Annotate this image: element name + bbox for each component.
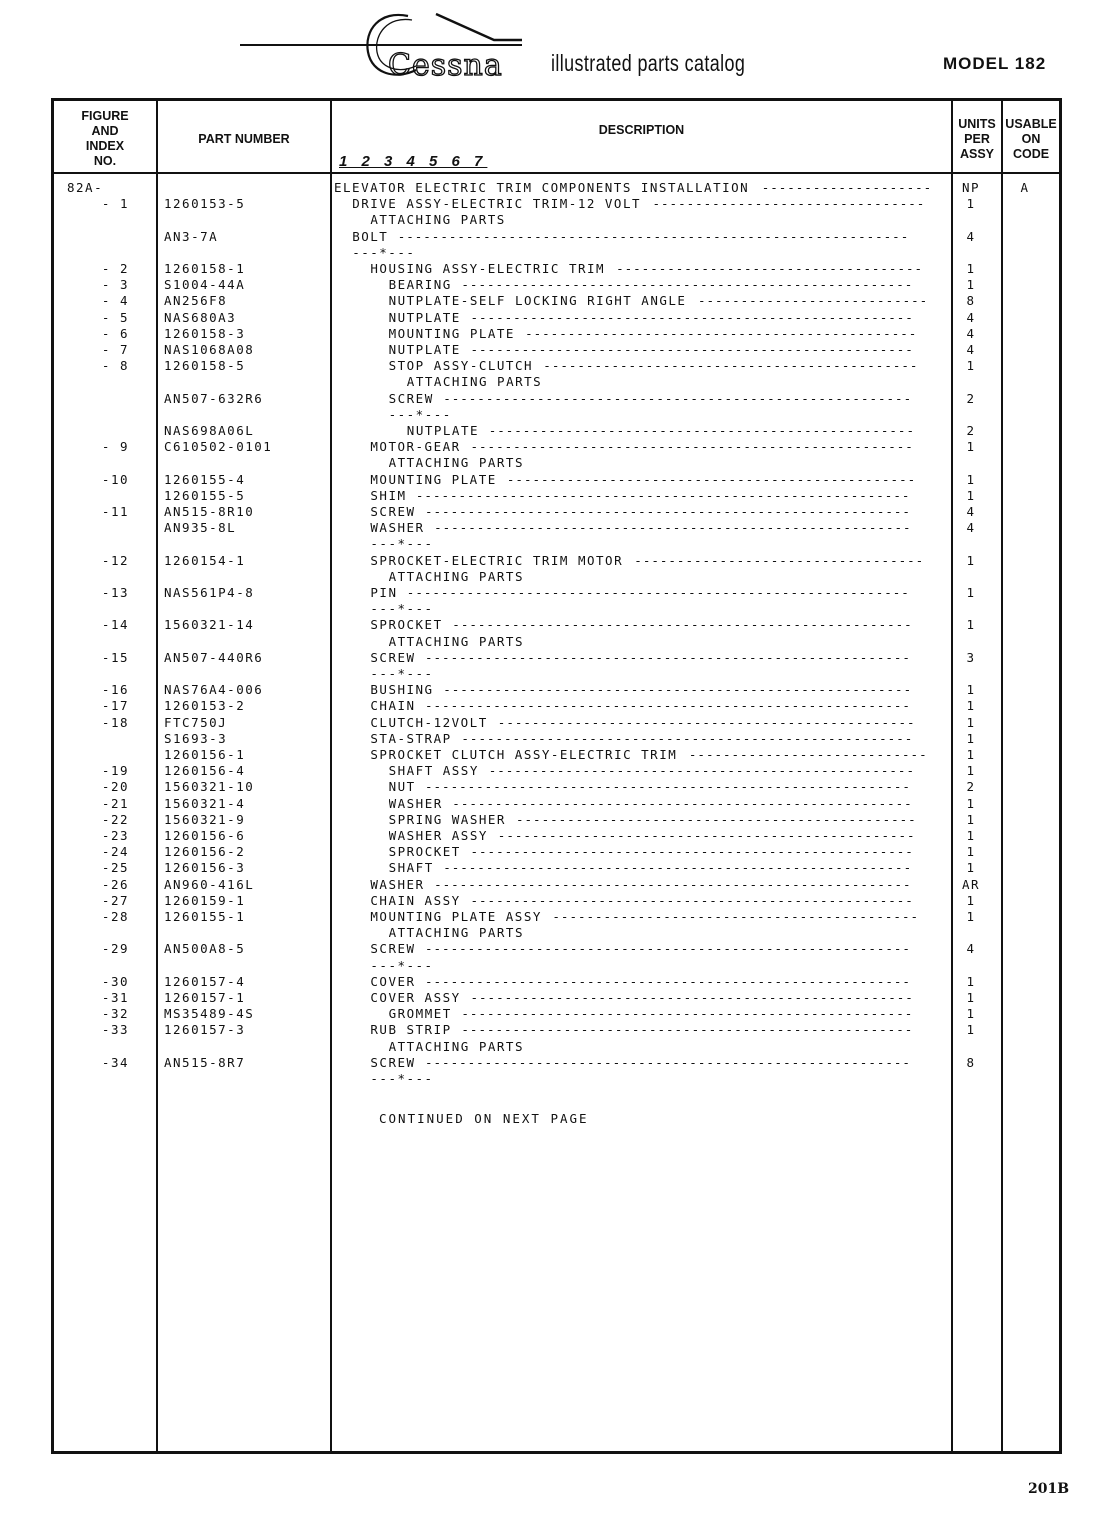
part-number: 1260153-5	[164, 196, 246, 212]
table-row	[54, 569, 1059, 585]
table-row	[54, 601, 1059, 617]
part-number: AN515-8R7	[164, 1054, 246, 1070]
index-number: -23	[101, 828, 129, 843]
index-number: -11	[101, 504, 129, 519]
leader-dashes: ------------------------------------------------------	[452, 617, 913, 633]
units-per-assy: AR	[961, 876, 981, 892]
index-number: -33	[101, 1022, 129, 1038]
leader-dashes: --------------------------------------------------------	[434, 520, 912, 536]
index-number: -24	[101, 844, 129, 860]
catalog-title: illustrated parts catalog	[551, 50, 746, 76]
leader-dashes: ---------------------------	[698, 293, 929, 309]
description: SPRING WASHER	[388, 811, 506, 827]
part-number: AN935-8L	[164, 520, 237, 536]
index-number: -15	[101, 649, 129, 665]
leader-dashes: ---------------------------------------------------------	[425, 941, 911, 957]
leader-dashes: --------------------	[761, 180, 933, 195]
part-number: AN507-440R6	[164, 649, 264, 665]
table-row	[54, 990, 1059, 1006]
leader-dashes: --------------------------------------------	[543, 358, 919, 374]
table-row	[54, 715, 1059, 731]
part-number: 1260157-3	[164, 1022, 246, 1038]
header-units-line-3: ASSY	[959, 146, 995, 161]
units-per-assy: 1	[966, 763, 976, 779]
table-row	[54, 877, 1059, 893]
description: SPROCKET-ELECTRIC TRIM MOTOR	[370, 552, 624, 568]
table-row	[54, 229, 1059, 245]
table-row	[54, 682, 1059, 698]
units-per-assy: 8	[966, 1054, 976, 1070]
units-per-assy: 1	[966, 439, 976, 455]
table-row	[54, 893, 1059, 909]
table-row	[54, 455, 1059, 471]
index-number: -14	[101, 617, 129, 633]
index-number: - 6	[101, 325, 129, 341]
header-rule	[54, 172, 1059, 174]
units-per-assy: 1	[966, 828, 976, 843]
index-number: -27	[101, 892, 129, 908]
description: SHAFT ASSY	[388, 763, 479, 779]
units-per-assy: 1	[966, 990, 976, 1005]
part-number: AN3-7A	[164, 228, 219, 244]
table-row	[54, 650, 1059, 666]
part-number: 1260154-1	[164, 552, 246, 568]
leader-dashes: -----------------------------------------------------	[461, 1022, 914, 1038]
index-number: -29	[101, 941, 129, 957]
table-row	[54, 634, 1059, 650]
header-figure-line-2: AND	[91, 124, 119, 138]
index-number: -19	[101, 763, 129, 779]
units-per-assy: 3	[966, 649, 976, 665]
units-per-assy: 1	[966, 844, 976, 860]
cessna-logo	[240, 8, 540, 83]
leader-dashes: ----------------------------------------------------	[470, 309, 914, 325]
description: ATTACHING PARTS	[388, 1038, 524, 1054]
header-usable	[1003, 107, 1059, 171]
part-number: NAS561P4-8	[164, 585, 255, 600]
leader-dashes: ---------------------------------------------------------	[425, 698, 911, 714]
units-per-assy: NP	[961, 180, 981, 195]
leader-dashes: ----------------------------	[688, 747, 928, 762]
table-row	[54, 504, 1059, 520]
leader-dashes: ------------------------------------------------------------	[397, 228, 910, 244]
description: COVER ASSY	[370, 990, 461, 1005]
units-per-assy: 1	[966, 358, 976, 374]
leader-dashes: ---------------------------------------------------------	[425, 973, 911, 989]
part-number: 1560321-9	[164, 811, 246, 827]
description: SHIM	[370, 487, 407, 503]
header-figure	[54, 107, 156, 171]
index-number: -22	[101, 811, 129, 827]
description: ATTACHING PARTS	[388, 925, 524, 941]
part-number: 1260157-4	[164, 973, 246, 989]
description: NUTPLATE	[388, 342, 461, 357]
header-figure-line-1: FIGURE	[81, 109, 129, 123]
leader-dashes: ----------------------------------	[634, 552, 925, 568]
part-number: S1693-3	[164, 730, 228, 746]
part-number: AN500A8-5	[164, 941, 246, 957]
description: ATTACHING PARTS	[370, 212, 506, 228]
units-per-assy: 1	[966, 471, 976, 487]
table-row	[54, 472, 1059, 488]
leader-dashes: ----------------------------------------------------	[470, 990, 914, 1005]
index-number: -16	[101, 682, 129, 698]
table-row	[54, 407, 1059, 423]
header-usable-line-2: ON	[1021, 131, 1041, 146]
index-number: - 4	[101, 293, 129, 309]
index-number: - 8	[101, 358, 129, 374]
index-number: -31	[101, 990, 129, 1005]
description: SPROCKET CLUTCH ASSY-ELECTRIC TRIM	[370, 747, 678, 762]
header-units	[953, 107, 1001, 171]
leader-dashes: --------------------------------------------------	[488, 423, 915, 438]
part-number: AN507-632R6	[164, 390, 264, 406]
description: SPROCKET	[388, 844, 461, 860]
description: ATTACHING PARTS	[388, 455, 524, 471]
continued-note: CONTINUED ON NEXT PAGE	[379, 1111, 589, 1126]
table-row	[54, 1055, 1059, 1071]
description: CHAIN	[370, 698, 416, 714]
description: NUTPLATE	[406, 423, 480, 438]
part-number: 1260158-3	[164, 325, 246, 341]
part-number: 1260156-4	[164, 763, 246, 779]
units-per-assy: 4	[966, 228, 976, 244]
part-number: NAS76A4-006	[164, 682, 264, 698]
description: NUT	[388, 779, 416, 795]
table-row	[54, 342, 1059, 358]
header-figure-line-4: NO.	[93, 154, 117, 168]
table-row	[54, 212, 1059, 228]
part-number: MS35489-4S	[164, 1006, 255, 1022]
units-per-assy: 1	[966, 585, 976, 600]
part-number: 1260159-1	[164, 892, 246, 908]
table-row	[54, 374, 1059, 390]
units-per-assy: 1	[966, 1022, 976, 1038]
description: SPROCKET	[370, 617, 443, 633]
leader-dashes: -------------------------------------------------	[497, 828, 916, 843]
description: WASHER	[370, 876, 425, 892]
description: ATTACHING PARTS	[388, 633, 524, 649]
index-number: -13	[101, 585, 129, 600]
index-number: -12	[101, 552, 129, 568]
units-per-assy: 1	[966, 860, 976, 876]
table-row	[54, 391, 1059, 407]
figure-prefix: 82A-	[67, 180, 104, 195]
description: ATTACHING PARTS	[406, 374, 543, 390]
table-row	[54, 488, 1059, 504]
table-row	[54, 941, 1059, 957]
leader-dashes: ------------------------------------	[616, 261, 924, 276]
part-number: 1260153-2	[164, 698, 246, 714]
units-per-assy: 1	[966, 973, 976, 989]
units-per-assy: 4	[966, 309, 976, 325]
header-units-line-2: PER	[964, 131, 990, 146]
units-per-assy: 4	[966, 504, 976, 519]
units-per-assy: 2	[966, 423, 976, 438]
leader-dashes: ---------------------------------------------------------	[425, 504, 911, 519]
table-row	[54, 666, 1059, 682]
leader-dashes: ----------------------------------------------------	[470, 439, 914, 455]
index-number: -10	[101, 471, 129, 487]
description: MOUNTING PLATE	[370, 471, 497, 487]
table-row	[54, 293, 1059, 309]
units-per-assy: 1	[966, 277, 976, 293]
part-number: AN515-8R10	[164, 504, 255, 519]
description: NUTPLATE-SELF LOCKING RIGHT ANGLE	[388, 293, 687, 309]
index-number: -21	[101, 795, 129, 811]
leader-dashes: ---------------------------------------------------------	[425, 649, 911, 665]
units-per-assy: 1	[966, 487, 976, 503]
header-usable-line-3: CODE	[1012, 146, 1050, 161]
index-number: -17	[101, 698, 129, 714]
leader-dashes: ---------------------------------------------------------	[425, 1054, 911, 1070]
table-row	[54, 536, 1059, 552]
table-row	[54, 763, 1059, 779]
units-per-assy: 1	[966, 909, 976, 924]
table-row	[54, 796, 1059, 812]
part-number: 1560321-4	[164, 795, 246, 811]
index-number: - 2	[101, 261, 129, 276]
part-number: NAS1068A08	[164, 342, 255, 357]
leader-dashes: -----------------------------------------------------------	[406, 585, 910, 600]
table-row	[54, 245, 1059, 261]
description: WASHER ASSY	[388, 828, 488, 843]
leader-dashes: -------------------------------------------	[552, 909, 919, 924]
description: PIN	[370, 585, 398, 600]
header-figure-line-3: INDEX	[85, 139, 125, 153]
units-per-assy: 1	[966, 892, 976, 908]
header-description: DESCRIPTION	[598, 123, 685, 137]
table-row	[54, 779, 1059, 795]
part-number: 1560321-10	[164, 779, 255, 795]
units-per-assy: 8	[966, 293, 976, 309]
index-number: -28	[101, 909, 129, 924]
brand-name: Cessna	[388, 48, 503, 83]
part-number: AN256F8	[164, 293, 228, 309]
part-number: C610502-0101	[164, 439, 273, 455]
units-per-assy: 1	[966, 682, 976, 698]
units-per-assy: 1	[966, 747, 976, 762]
index-number: - 3	[101, 277, 129, 293]
description: MOUNTING PLATE	[388, 325, 515, 341]
description: WASHER	[388, 795, 443, 811]
description: ATTACHING PARTS	[388, 568, 524, 584]
page-header	[0, 0, 1113, 100]
leader-dashes: -------------------------------------------------------	[443, 860, 913, 876]
table-row	[54, 1039, 1059, 1055]
description: DRIVE ASSY-ELECTRIC TRIM-12 VOLT	[352, 196, 642, 212]
table-row	[54, 925, 1059, 941]
description: HOUSING ASSY-ELECTRIC TRIM	[370, 261, 606, 276]
description: STA-STRAP	[370, 730, 452, 746]
description: ---*---	[370, 601, 434, 617]
leader-dashes: ---------------------------------------------------------	[425, 779, 911, 795]
leader-dashes: -------------------------------------------------------	[443, 390, 913, 406]
table-row	[54, 617, 1059, 633]
description: MOTOR-GEAR	[370, 439, 461, 455]
part-number: 1560321-14	[164, 617, 255, 633]
leader-dashes: -----------------------------------------------------	[461, 277, 914, 293]
part-number: 1260156-6	[164, 828, 246, 843]
leader-dashes: -----------------------------------------------------	[461, 1006, 914, 1022]
leader-dashes: ------------------------------------------------	[506, 471, 917, 487]
description: BOLT	[352, 228, 389, 244]
index-number: - 7	[101, 342, 129, 357]
description: MOUNTING PLATE ASSY	[370, 909, 542, 924]
leader-dashes: -----------------------------------------------	[516, 811, 917, 827]
table-row	[54, 439, 1059, 455]
table-row	[54, 277, 1059, 293]
units-per-assy: 1	[966, 698, 976, 714]
description: SHAFT	[388, 860, 434, 876]
leader-dashes: ----------------------------------------------------	[470, 342, 914, 357]
units-per-assy: 1	[966, 714, 976, 730]
index-number: - 5	[101, 309, 129, 325]
part-number: 1260158-5	[164, 358, 246, 374]
part-number: NAS680A3	[164, 309, 237, 325]
table-row	[54, 423, 1059, 439]
page-number: 201B	[1028, 1481, 1070, 1497]
description: SCREW	[388, 390, 434, 406]
part-number: S1004-44A	[164, 277, 246, 293]
description: WASHER	[370, 520, 425, 536]
index-number: -30	[101, 973, 129, 989]
leader-dashes: ----------------------------------------------------	[470, 892, 914, 908]
units-per-assy: 1	[966, 811, 976, 827]
description-indent-levels: 1 2 3 4 5 6 7	[339, 153, 488, 170]
leader-dashes: ----------------------------------------------	[525, 325, 918, 341]
units-per-assy: 4	[966, 342, 976, 357]
table-row	[54, 180, 1059, 196]
table-row	[54, 958, 1059, 974]
units-per-assy: 1	[966, 552, 976, 568]
part-number: 1260158-1	[164, 261, 246, 276]
leader-dashes: --------------------------------------------------	[488, 763, 915, 779]
table-row	[54, 844, 1059, 860]
description: CLUTCH-12VOLT	[370, 714, 488, 730]
units-per-assy: 4	[966, 941, 976, 957]
header-part-number: PART NUMBER	[198, 131, 290, 146]
description: CHAIN ASSY	[370, 892, 461, 908]
table-row	[54, 358, 1059, 374]
part-number: 1260156-3	[164, 860, 246, 876]
description: COVER	[370, 973, 416, 989]
parts-table	[51, 98, 1062, 1454]
description: ---*---	[352, 244, 416, 260]
units-per-assy: 1	[966, 1006, 976, 1022]
leader-dashes: ----------------------------------------------------------	[415, 487, 911, 503]
part-number: 1260156-2	[164, 844, 246, 860]
description: BUSHING	[370, 682, 434, 698]
index-number: -25	[101, 860, 129, 876]
part-number: 1260157-1	[164, 990, 246, 1005]
table-row	[54, 828, 1059, 844]
usable-code: A	[1020, 180, 1030, 195]
table-row	[54, 585, 1059, 601]
units-per-assy: 1	[966, 795, 976, 811]
units-per-assy: 1	[966, 196, 976, 212]
units-per-assy: 2	[966, 779, 976, 795]
leader-dashes: ------------------------------------------------------	[452, 795, 913, 811]
table-row	[54, 261, 1059, 277]
description: ---*---	[370, 1071, 434, 1086]
table-row	[54, 812, 1059, 828]
table-row	[54, 1006, 1059, 1022]
units-per-assy: 4	[966, 520, 976, 536]
table-row	[54, 553, 1059, 569]
leader-dashes: -----------------------------------------------------	[461, 730, 914, 746]
part-number: FTC750J	[164, 714, 228, 730]
description: SCREW	[370, 941, 416, 957]
table-row	[54, 520, 1059, 536]
description: ---*---	[370, 536, 434, 552]
table-row	[54, 1071, 1059, 1087]
description: ---*---	[370, 666, 434, 681]
description: NUTPLATE	[388, 309, 461, 325]
leader-dashes: -------------------------------------------------------	[443, 682, 913, 698]
description: ---*---	[388, 406, 452, 422]
part-number: 1260155-4	[164, 471, 246, 487]
units-per-assy: 2	[966, 390, 976, 406]
units-per-assy: 1	[966, 730, 976, 746]
index-number: - 9	[101, 439, 129, 455]
table-row	[54, 1022, 1059, 1038]
table-row	[54, 310, 1059, 326]
table-row	[54, 974, 1059, 990]
leader-dashes: --------------------------------	[652, 196, 926, 212]
description: ELEVATOR ELECTRIC TRIM COMPONENTS INSTALLATION	[334, 180, 750, 195]
units-per-assy: 1	[966, 261, 976, 276]
index-number: -18	[101, 714, 129, 730]
index-number: - 1	[101, 196, 129, 212]
table-row	[54, 196, 1059, 212]
table-row	[54, 909, 1059, 925]
description: STOP ASSY-CLUTCH	[388, 358, 534, 374]
description: BEARING	[388, 277, 452, 293]
units-per-assy: 1	[966, 617, 976, 633]
units-per-assy: 4	[966, 325, 976, 341]
description: SCREW	[370, 649, 416, 665]
part-number: NAS698A06L	[164, 423, 255, 438]
leader-dashes: ----------------------------------------------------	[470, 844, 914, 860]
table-row	[54, 326, 1059, 342]
model-label: MODEL 182	[943, 54, 1047, 73]
part-number: 1260155-1	[164, 909, 246, 924]
index-number: -32	[101, 1006, 129, 1022]
description: SCREW	[370, 1054, 416, 1070]
table-row	[54, 747, 1059, 763]
leader-dashes: --------------------------------------------------------	[434, 876, 912, 892]
header-usable-line-1: USABLE	[1005, 116, 1057, 131]
description: RUB STRIP	[370, 1022, 452, 1038]
header-units-line-1: UNITS	[958, 116, 996, 131]
index-number: -34	[101, 1054, 129, 1070]
table-row	[54, 731, 1059, 747]
description: ---*---	[370, 957, 434, 973]
index-number: -26	[101, 876, 129, 892]
index-number: -20	[101, 779, 129, 795]
description: SCREW	[370, 504, 416, 519]
table-row	[54, 860, 1059, 876]
table-row	[54, 698, 1059, 714]
leader-dashes: -------------------------------------------------	[497, 714, 916, 730]
part-number: AN960-416L	[164, 876, 255, 892]
part-number: 1260156-1	[164, 747, 246, 762]
part-number: 1260155-5	[164, 487, 246, 503]
description: GROMMET	[388, 1006, 452, 1022]
